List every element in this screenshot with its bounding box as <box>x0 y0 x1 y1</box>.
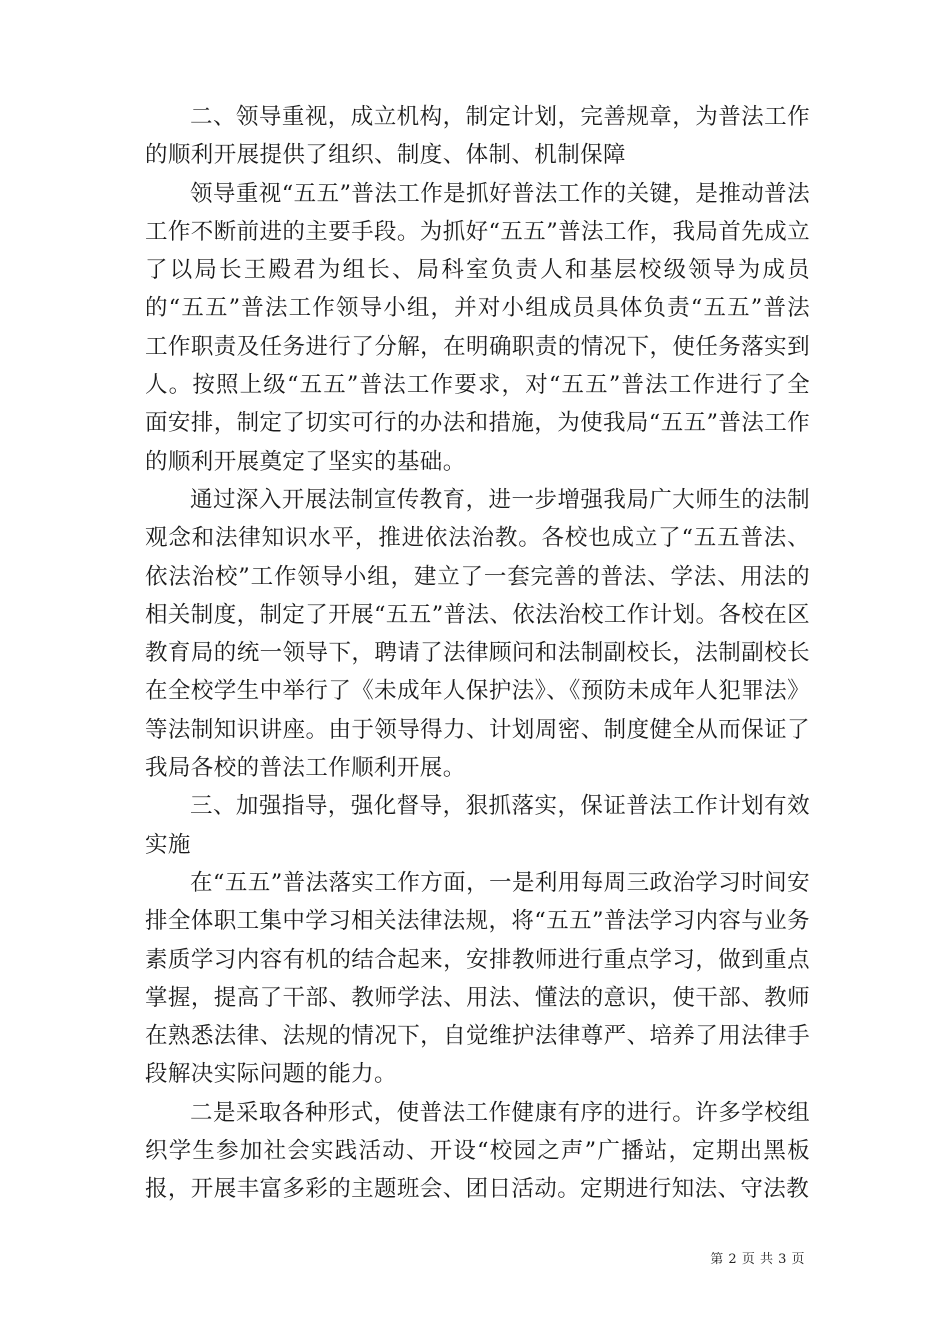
section-heading-3: 三、加强指导，强化督导，狠抓落实，保证普法工作计划有效实施 <box>145 793 810 858</box>
page-number-footer: 第 2 页 共 3 页 <box>710 1252 805 1267</box>
document-body <box>145 98 810 1209</box>
paragraph: 在“五五”普法落实工作方面，一是利用每周三政治学习时间安排全体职工集中学习相关法律法规，将“五五”普法学习内容与业务素质学习内容有机的结合起来，安排教师进行重点学习，做到重点掌握，提高了干部、教师学法、用法、懂法的意识，使干部、教师在熟悉法律、法规的情况下，自觉维护法律尊严、培养了用法律手段解决实际问题的能力。 <box>145 869 811 1088</box>
paragraph: 通过深入开展法制宣传教育，进一步增强我局广大师生的法制观念和法律知识水平，推进依法治教。各校也成立了“五五普法、依法治校”工作领导小组，建立了一套完善的普法、学法、用法的相关制度，制定了开展“五五”普法、依法治校工作计划。各校在区教育局的统一领导下，聘请了法律顾问和法制副校长，法制副校长在全校学生中举行了《未成年人保护法》、《预防未成年人犯罪法》等法制知识讲座。由于领导得力、计划周密、制度健全从而保证了我局各校的普法工作顺利开展。 <box>145 486 811 782</box>
section-heading-2: 二、领导重视，成立机构，制定计划，完善规章，为普法工作的顺利开展提供了组织、制度、体制、机制保障 <box>145 104 810 169</box>
paragraph: 领导重视“五五”普法工作是抓好普法工作的关键，是推动普法工作不断前进的主要手段。为抓好“五五”普法工作，我局首先成立了以局长王殿君为组长、局科室负责人和基层校级领导为成员的“五五”普法工作领导小组，并对小组成员具体负责“五五”普法工作职责及任务进行了分解，在明确职责的情况下，使任务落实到人。按照上级“五五”普法工作要求，对“五五”普法工作进行了全面安排，制定了切实可行的办法和措施，为使我局“五五”普法工作的顺利开展奠定了坚实的基础。 <box>145 180 811 475</box>
paragraph: 二是采取各种形式，使普法工作健康有序的进行。许多学校组织学生参加社会实践活动、开设“校园之声”广播站，定期出黑板报，开展丰富多彩的主题班会、团日活动。定期进行知法、守法教 <box>145 1099 810 1203</box>
